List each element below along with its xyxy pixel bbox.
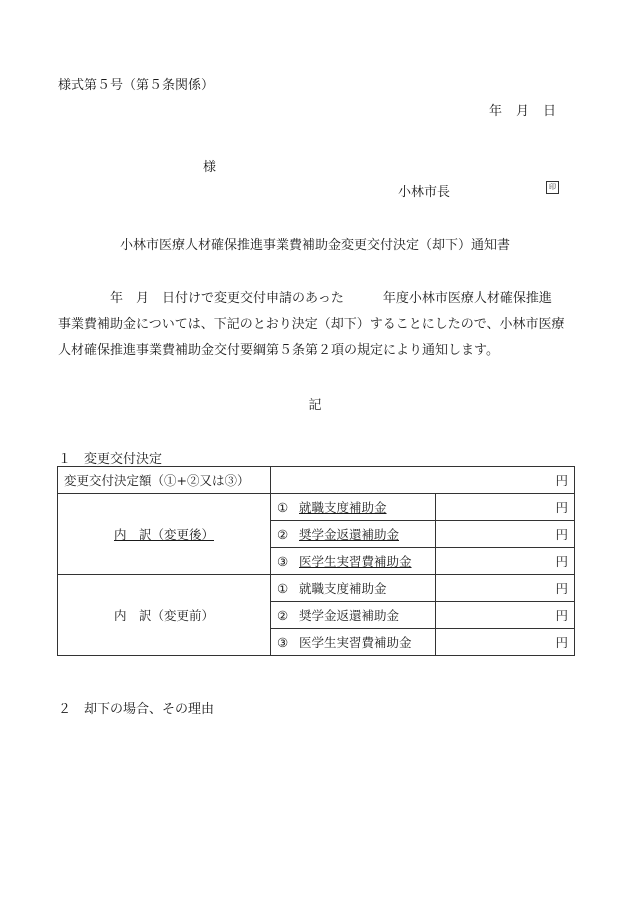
after-amount-3: 円 bbox=[436, 548, 575, 575]
table-row bbox=[58, 494, 575, 521]
form-number: 様式第５号（第５条関係） bbox=[58, 78, 215, 93]
before-amount-1: 円 bbox=[436, 575, 575, 602]
document-title: 小林市医療人材確保推進事業費補助金変更交付決定（却下）通知書 bbox=[119, 238, 510, 253]
total-label-cell: 変更交付決定額（①+②又は③） bbox=[58, 467, 271, 494]
after-item-1: ① 就職支度補助金 bbox=[271, 494, 436, 521]
before-item-1: ① 就職支度補助金 bbox=[271, 575, 436, 602]
date-day: 日 bbox=[542, 104, 556, 119]
body-line-3: 人材確保推進事業費補助金交付要綱第５条第２項の規定により通知します。 bbox=[58, 343, 499, 358]
total-amount-cell: 円 bbox=[271, 467, 575, 494]
table-row bbox=[58, 467, 575, 494]
issuer-name: 小林市長 bbox=[398, 185, 451, 200]
after-label-cell bbox=[58, 494, 271, 575]
date-line bbox=[489, 100, 556, 119]
ki-heading: 記 bbox=[308, 398, 322, 413]
before-item-2: ② 奨学金返還補助金 bbox=[271, 602, 436, 629]
seal-mark: 印 bbox=[546, 181, 559, 194]
section1-heading: １ 変更交付決定 bbox=[58, 452, 163, 467]
grant-table bbox=[57, 466, 575, 656]
before-amount-3: 円 bbox=[436, 629, 575, 656]
before-label-cell: 内 訳（変更前） bbox=[58, 575, 271, 656]
after-label: 内 訳（変更後） bbox=[113, 527, 214, 542]
date-month: 月 bbox=[515, 104, 529, 119]
after-amount-2: 円 bbox=[436, 521, 575, 548]
after-item-2: ② 奨学金返還補助金 bbox=[271, 521, 436, 548]
before-item-3: ③ 医学生実習費補助金 bbox=[271, 629, 436, 656]
body-text bbox=[58, 286, 578, 364]
after-amount-1: 円 bbox=[436, 494, 575, 521]
table-row bbox=[58, 575, 575, 602]
body-line-1: 年 月 日付けで変更交付申請のあった 年度小林市医療人材確保推進 bbox=[110, 291, 552, 306]
before-amount-2: 円 bbox=[436, 602, 575, 629]
section2-heading: ２ 却下の場合、その理由 bbox=[58, 702, 215, 717]
body-line-2: 事業費補助金については、下記のとおり決定（却下）することにしたので、小林市医療 bbox=[58, 317, 565, 332]
after-item-3: ③ 医学生実習費補助金 bbox=[271, 548, 436, 575]
addressee-honorific: 様 bbox=[203, 160, 217, 175]
date-year: 年 bbox=[488, 104, 502, 119]
